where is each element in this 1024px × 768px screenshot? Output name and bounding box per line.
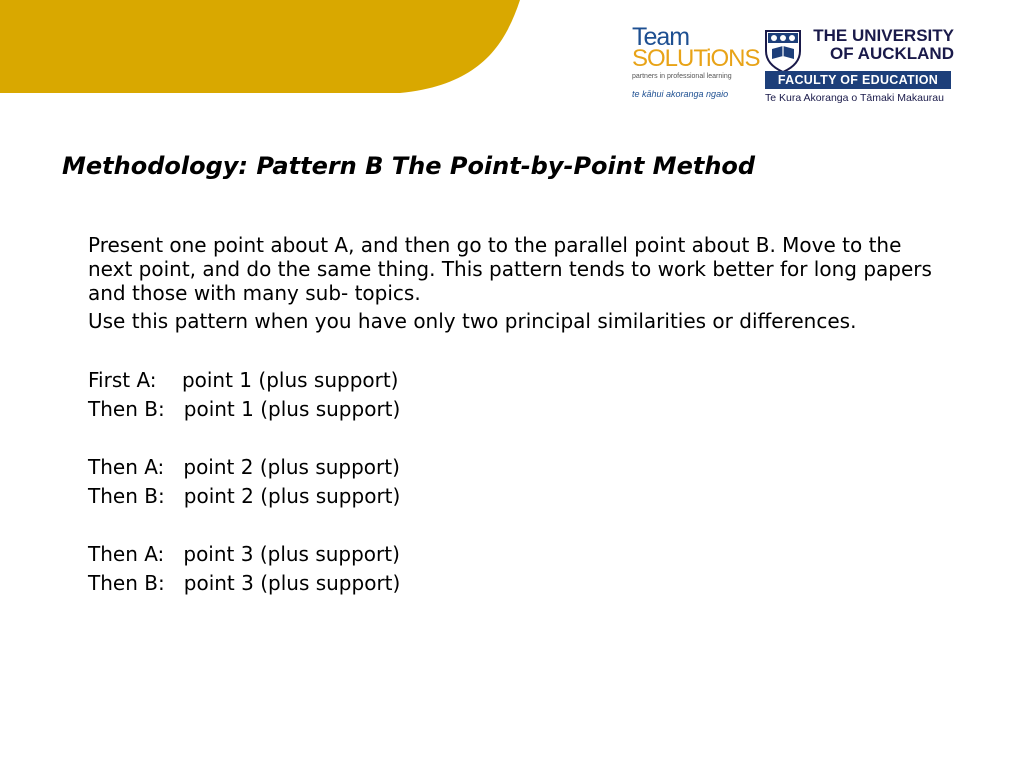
slide-content bbox=[88, 233, 948, 598]
pattern-rows bbox=[88, 366, 948, 598]
pattern-row: Then B: point 1 (plus support) bbox=[88, 397, 401, 421]
paragraph-description: Present one point about A, and then go to the parallel point about B. Move to the next point, and do the same thing. This pattern tends to work better for long papers and those with many sub- topics. bbox=[88, 233, 932, 305]
pattern-row: Then A: point 2 (plus support) bbox=[88, 455, 400, 479]
row-spacer bbox=[88, 511, 948, 540]
team-solutions-word2: SOLUTiONS bbox=[632, 45, 760, 72]
team-solutions-maori-line: te kāhui akoranga ngaio bbox=[632, 89, 729, 99]
pattern-row: First A: point 1 (plus support) bbox=[88, 368, 399, 392]
university-name-line1: THE UNIVERSITY bbox=[813, 26, 954, 45]
team-solutions-tagline: partners in professional learning bbox=[632, 73, 732, 80]
slide-title: Methodology: Pattern B The Point-by-Point Method bbox=[62, 152, 756, 180]
pattern-row: Then A: point 3 (plus support) bbox=[88, 542, 400, 566]
team-solutions-logo bbox=[632, 23, 760, 99]
faculty-banner: FACULTY OF EDUCATION bbox=[765, 71, 951, 89]
team-solutions-word1: Team bbox=[632, 23, 690, 51]
pattern-row: Then B: point 2 (plus support) bbox=[88, 484, 401, 508]
gold-corner-shape bbox=[0, 0, 540, 100]
row-spacer bbox=[88, 424, 948, 453]
university-name-line2: OF AUCKLAND bbox=[829, 44, 954, 63]
university-maori-line: Te Kura Akoranga o Tāmaki Makaurau bbox=[765, 92, 944, 104]
paragraph-usage: Use this pattern when you have only two principal similarities or differences. bbox=[88, 309, 857, 333]
university-crest-icon bbox=[764, 29, 802, 73]
pattern-row: Then B: point 3 (plus support) bbox=[88, 571, 401, 595]
university-name bbox=[806, 27, 954, 63]
